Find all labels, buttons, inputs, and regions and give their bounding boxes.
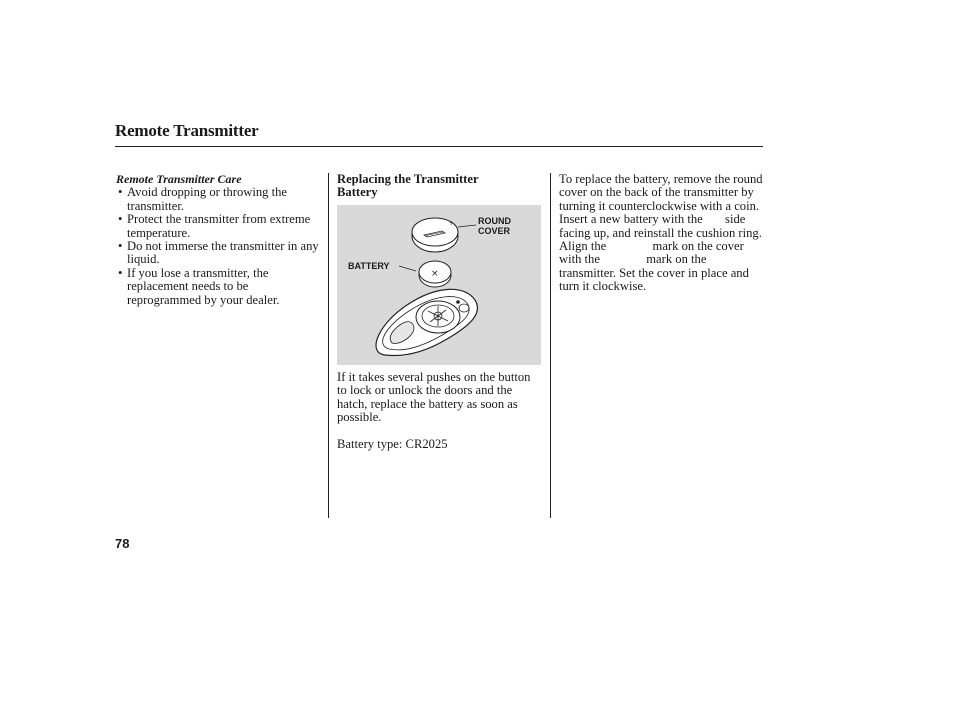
svg-text:×: ×: [431, 269, 439, 279]
procedure-text-5: with the: [559, 252, 600, 267]
procedure-text-7: transmitter. Set the cover in place and turn it clockwise.: [559, 265, 749, 294]
procedure-text-6: mark on the: [646, 252, 707, 267]
replacing-text: [337, 371, 542, 451]
round-cover-label: ROUND COVER: [478, 216, 511, 236]
care-bullet: • Avoid dropping or throwing the transmitter.: [116, 186, 321, 213]
replacing-paragraph: If it takes several pushes on the button to lock or unlock the doors and the hatch, replace the battery as soon as possible.: [337, 370, 531, 425]
page-number: 78: [115, 536, 130, 551]
battery-type: Battery type: CR2025: [337, 437, 448, 452]
battery-label: BATTERY: [348, 261, 390, 271]
column-divider-2: [550, 173, 551, 518]
replacing-column: [337, 173, 542, 200]
battery-icon: [419, 261, 451, 287]
procedure-column: [559, 173, 763, 294]
svg-text:+: +: [449, 220, 455, 227]
care-bullet-list: [116, 186, 321, 307]
procedure-text-4: mark on the cover: [652, 239, 744, 254]
care-bullet: • Do not immerse the transmitter in any liquid.: [116, 240, 321, 267]
procedure-text-1: To replace the battery, remove the round cover on the back of the transmitter by turning it counterclockwise with a coin. Insert a new battery with the: [559, 172, 763, 227]
care-bullet: • If you lose a transmitter, the replacement needs to be reprogrammed by your dealer.: [116, 267, 321, 307]
care-heading: Remote Transmitter Care: [116, 172, 242, 186]
care-column: [116, 173, 321, 307]
page-title: Remote Transmitter: [115, 121, 259, 140]
procedure-text-2: side facing up, and reinstall the cushion ring.: [559, 212, 762, 240]
transmitter-body-icon: [376, 289, 477, 355]
procedure-text: [559, 173, 763, 294]
round-cover-icon: [412, 218, 458, 252]
battery-figure: [337, 205, 541, 365]
column-divider-1: [328, 173, 329, 518]
title-rule: [115, 146, 763, 147]
procedure-text-3: Align the: [559, 239, 607, 254]
replacing-heading: Replacing the Transmitter Battery: [337, 172, 479, 200]
care-bullet: • Protect the transmitter from extreme temperature.: [116, 213, 321, 240]
